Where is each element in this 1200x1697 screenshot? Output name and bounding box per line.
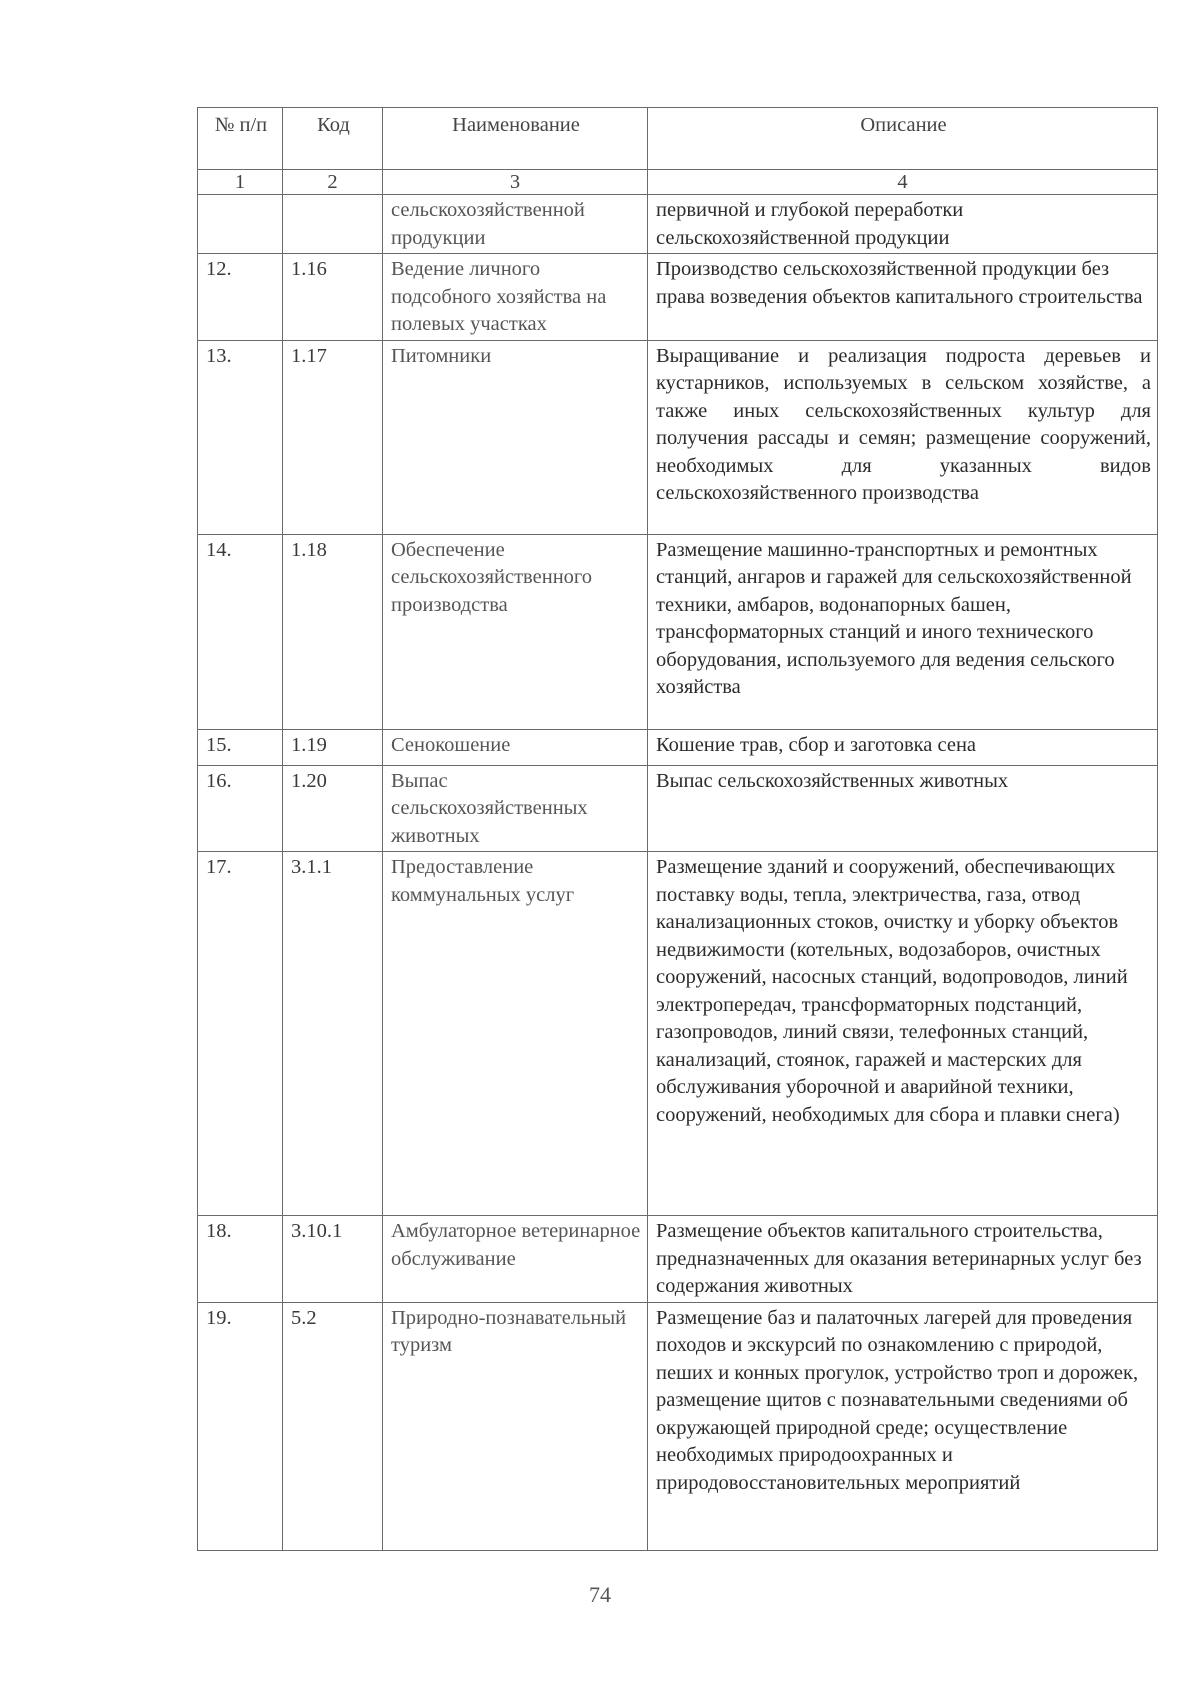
row-number: 19.	[198, 1302, 283, 1550]
table-row	[198, 1302, 1158, 1550]
table-row	[198, 852, 1158, 1216]
row-description: Размещение зданий и сооружений, обеспечивающих поставку воды, тепла, электричества, газа, отвод канализационных стоков, очистку и уборку объектов недвижимости (котельных, водозаборов, очистных сооружений, насосных станций, водопроводов, линий электропередач, трансформаторных подстанций, газопроводов, линий связи, телефонных станций, канализаций, стоянок, гаражей и мастерских для обслуживания уборочной и аварийной техники, сооружений, необходимых для сбора и плавки снега)	[648, 852, 1158, 1216]
row-number: 17.	[198, 852, 283, 1216]
row-name: Природно-познавательный туризм	[383, 1302, 648, 1550]
row-code: 3.1.1	[283, 852, 383, 1216]
row-description: Производство сельскохозяйственной продукции без права возведения объектов капитального строительства	[648, 254, 1158, 341]
row-code: 1.17	[283, 340, 383, 534]
column-number: 4	[648, 170, 1158, 195]
row-description: Выращивание и реализация подроста деревьев и кустарников, используемых в сельском хозяйстве, а также иных сельскохозяйственных культур для получения рассады и семян; размещение сооружений, необходимых для указанных видов сельскохозяйственного производства	[648, 340, 1158, 534]
column-numbers-row	[198, 170, 1158, 195]
row-description: Размещение объектов капитального строительства, предназначенных для оказания ветеринарных услуг без содержания животных	[648, 1216, 1158, 1303]
row-name: Выпас сельскохозяйственных животных	[383, 765, 648, 852]
table-header-row	[198, 108, 1158, 170]
row-number: 14.	[198, 534, 283, 729]
land-use-table	[197, 107, 1158, 1551]
table-row	[198, 195, 1158, 254]
row-description: Выпас сельскохозяйственных животных	[648, 765, 1158, 852]
row-name: сельскохозяйственной продукции	[383, 195, 648, 254]
row-number: 12.	[198, 254, 283, 341]
row-description: Размещение машинно-транспортных и ремонтных станций, ангаров и гаражей для сельскохозяйственной техники, амбаров, водонапорных башен, трансформаторных станций и иного технического оборудования, используемого для ведения сельского хозяйства	[648, 534, 1158, 729]
column-number: 2	[283, 170, 383, 195]
row-number: 18.	[198, 1216, 283, 1303]
row-code	[283, 195, 383, 254]
table-row	[198, 340, 1158, 534]
row-description: Размещение баз и палаточных лагерей для проведения походов и экскурсий по ознакомлению с природой, пеших и конных прогулок, устройство троп и дорожек, размещение щитов с познавательными сведениями об окружающей природной среде; осуществление необходимых природоохранных и природовосстановительных мероприятий	[648, 1302, 1158, 1550]
row-number	[198, 195, 283, 254]
table-row	[198, 729, 1158, 765]
page-number: 74	[589, 1582, 611, 1607]
row-number: 16.	[198, 765, 283, 852]
row-description: первичной и глубокой переработки сельскохозяйственной продукции	[648, 195, 1158, 254]
header-number: № п/п	[198, 108, 283, 170]
row-name: Ведение личного подсобного хозяйства на полевых участках	[383, 254, 648, 341]
row-number: 15.	[198, 729, 283, 765]
row-code: 1.19	[283, 729, 383, 765]
table-row	[198, 254, 1158, 341]
row-name: Питомники	[383, 340, 648, 534]
row-code: 1.16	[283, 254, 383, 341]
row-code: 5.2	[283, 1302, 383, 1550]
row-name: Сенокошение	[383, 729, 648, 765]
row-code: 3.10.1	[283, 1216, 383, 1303]
table-row	[198, 1216, 1158, 1303]
row-description: Кошение трав, сбор и заготовка сена	[648, 729, 1158, 765]
row-name: Амбулаторное ветеринарное обслуживание	[383, 1216, 648, 1303]
header-description: Описание	[648, 108, 1158, 170]
row-name: Предоставление коммунальных услуг	[383, 852, 648, 1216]
header-name: Наименование	[383, 108, 648, 170]
row-code: 1.18	[283, 534, 383, 729]
header-code: Код	[283, 108, 383, 170]
table-row	[198, 765, 1158, 852]
column-number: 3	[383, 170, 648, 195]
row-number: 13.	[198, 340, 283, 534]
column-number: 1	[198, 170, 283, 195]
table-row	[198, 534, 1158, 729]
row-name: Обеспечение сельскохозяйственного производства	[383, 534, 648, 729]
row-code: 1.20	[283, 765, 383, 852]
